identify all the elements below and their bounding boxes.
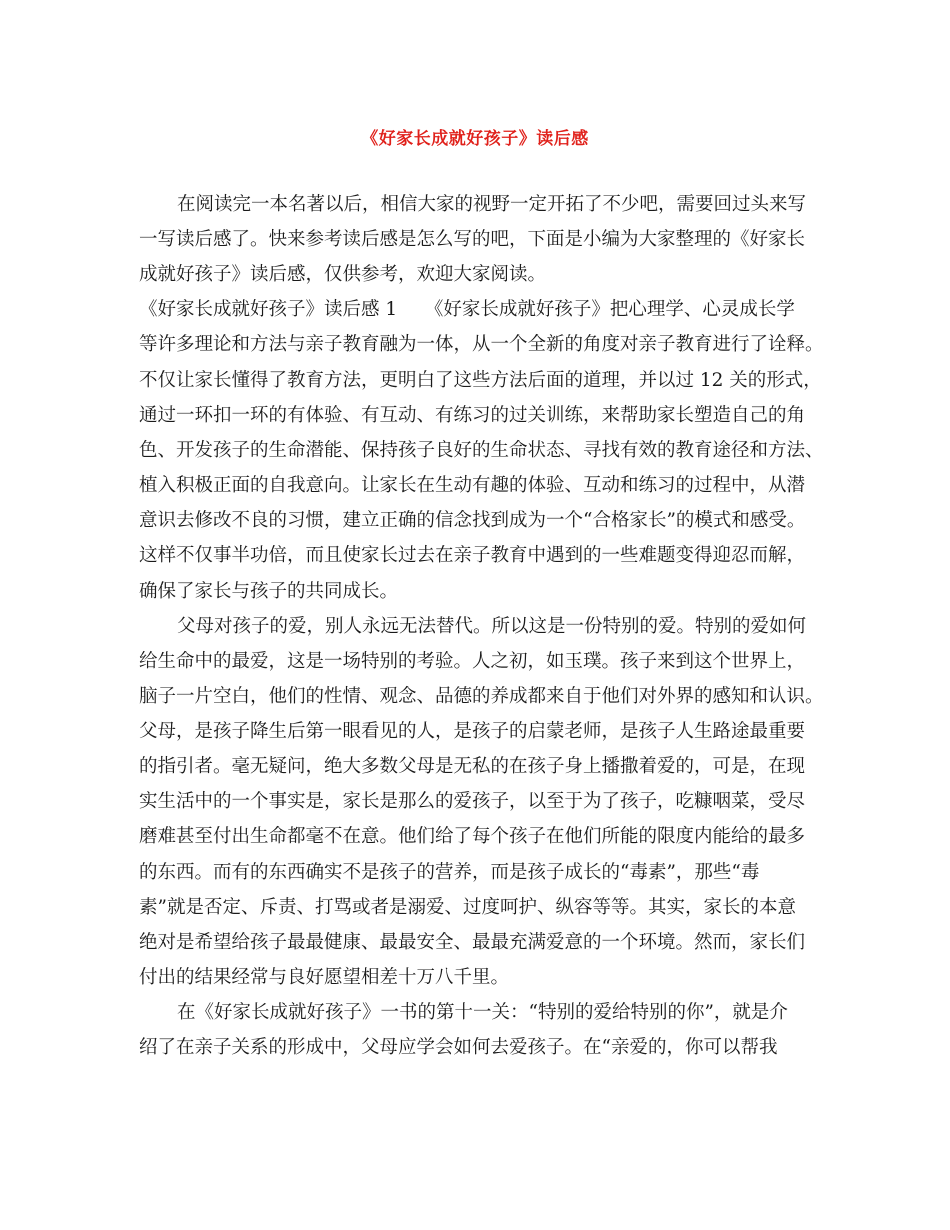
paragraph-line: 意识去修改不良的习惯，建立正确的信念找到成为一个“合格家长”的模式和感受。	[139, 510, 806, 531]
paragraph-line: 通过一环扣一环的有体验、有互动、有练习的过关训练，来帮助家长塑造自己的角	[139, 405, 806, 426]
paragraph-line: 在《好家长成就好孩子》一书的第十一关：“特别的爱给特别的你”，就是介	[177, 1002, 788, 1023]
paragraph-line: 在阅读完一本名著以后，相信大家的视野一定开拓了不少吧，需要回过头来写	[177, 194, 807, 215]
paragraph-line: 父母，是孩子降生后第一眼看见的人，是孩子的启蒙老师，是孩子人生路途最重要	[139, 721, 806, 742]
paragraph-line: 这样不仅事半功倍，而且使家长过去在亲子教育中遇到的一些难题变得迎忍而解，	[139, 545, 806, 566]
paragraph-line: 绝对是希望给孩子最最健康、最最安全、最最充满爱意的一个环境。然而，家长们	[139, 932, 806, 953]
paragraph-line: 的东西。而有的东西确实不是孩子的营养，而是孩子成长的“毒素”，那些“毒	[139, 862, 760, 883]
paragraph-line: 植入积极正面的自我意向。让家长在生动有趣的体验、互动和练习的过程中，从潜	[139, 475, 806, 496]
paragraph-line: 实生活中的一个事实是，家长是那么的爱孩子，以至于为了孩子，吃糠咽菜，受尽	[139, 791, 806, 812]
paragraph-line: 色、开发孩子的生命潜能、保持孩子良好的生命状态、寻找有效的教育途径和方法、	[139, 440, 824, 461]
paragraph-line: 父母对孩子的爱，别人永远无法替代。所以这是一份特别的爱。特别的爱如何	[177, 616, 807, 637]
paragraph-line: 成就好孩子》读后感，仅供参考，欢迎大家阅读。	[139, 264, 547, 285]
paragraph-line: 脑子一片空白，他们的性情、观念、品德的养成都来自于他们对外界的感知和认识。	[139, 686, 824, 707]
paragraph-line: 等许多理论和方法与亲子教育融为一体，从一个全新的角度对亲子教育进行了诠释。	[139, 334, 824, 355]
paragraph-line: 绍了在亲子关系的形成中，父母应学会如何去爱孩子。在“亲爱的，你可以帮我	[139, 1037, 778, 1058]
paragraph-line: 确保了家长与孩子的共同成长。	[139, 581, 399, 602]
paragraph-line: 素”就是否定、斥责、打骂或者是溺爱、过度呵护、纵容等等。其实，家长的本意	[139, 897, 796, 918]
paragraph-line: 磨难甚至付出生命都毫不在意。他们给了每个孩子在他们所能的限度内能给的最多	[139, 826, 806, 847]
document-title: 《好家长成就好孩子》读后感	[361, 129, 589, 149]
paragraph-line: 的指引者。毫无疑问，绝大多数父母是无私的在孩子身上播撒着爱的，可是，在现	[139, 756, 806, 777]
paragraph-line: 付出的结果经常与良好愿望相差十万八千里。	[139, 967, 510, 988]
paragraph-line: 给生命中的最爱，这是一场特别的考验。人之初，如玉璞。孩子来到这个世界上，	[139, 651, 806, 672]
paragraph-line: 一写读后感了。快来参考读后感是怎么写的吧，下面是小编为大家整理的《好家长	[139, 229, 806, 250]
paragraph-line: 《好家长成就好孩子》读后感 1 《好家长成就好孩子》把心理学、心灵成长学	[139, 299, 795, 320]
paragraph-line: 不仅让家长懂得了教育方法，更明白了这些方法后面的道理，并以过 12 关的形式，	[139, 370, 822, 391]
